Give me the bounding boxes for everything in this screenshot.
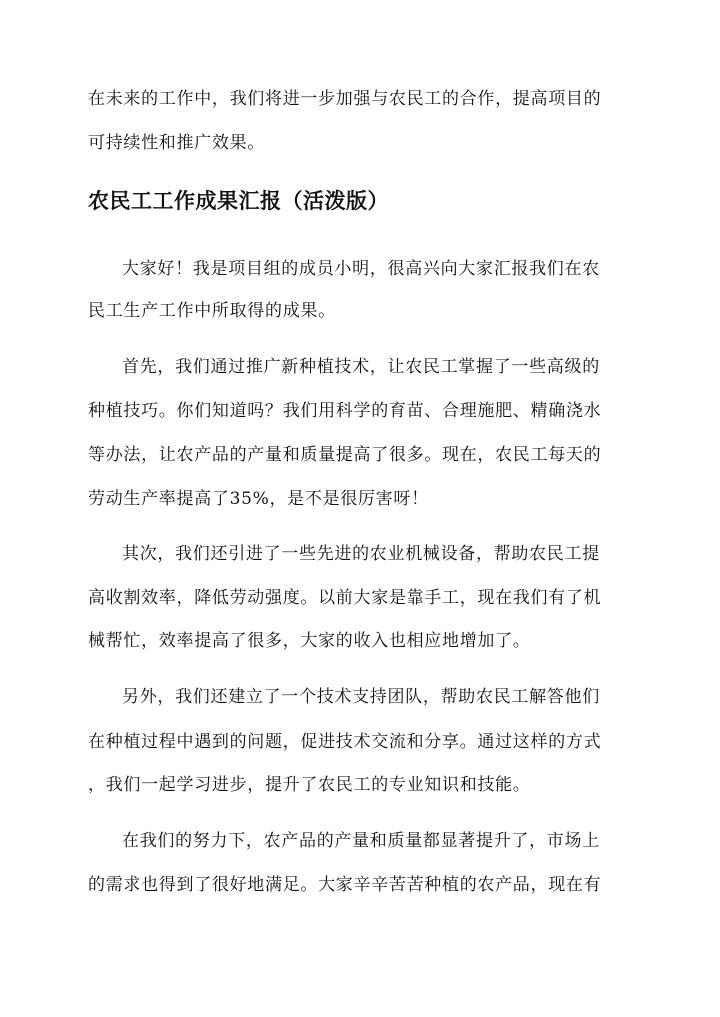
- paragraph-5-line-1: 在我们的努力下，农产品的产量和质量都显著提升了，市场上: [122, 831, 600, 851]
- paragraph-2-line-1: 首先，我们通过推广新种植技术，让农民工掌握了一些高级的: [122, 357, 600, 377]
- paragraph-3-line-2: 高收割效率，降低劳动强度。以前大家是靠手工，现在我们有了机: [88, 588, 602, 608]
- paragraph-2-line-2: 种植技巧。你们知道吗？我们用科学的育苗、合理施肥、精确浇水: [88, 401, 602, 421]
- paragraph-4-line-1: 另外，我们还建立了一个技术支持团队，帮助农民工解答他们: [122, 687, 600, 707]
- paragraph-4-line-2: 在种植过程中遇到的问题，促进技术交流和分享。通过这样的方式: [88, 732, 602, 752]
- intro-line-1: 在未来的工作中，我们将进一步加强与农民工的合作，提高项目的: [88, 89, 602, 109]
- paragraph-2-line-3: 等办法，让农产品的产量和质量提高了很多。现在，农民工每天的: [88, 445, 602, 465]
- paragraph-3-line-3: 械帮忙，效率提高了很多，大家的收入也相应地增加了。: [88, 631, 531, 651]
- intro-line-2: 可持续性和推广效果。: [88, 133, 265, 153]
- paragraph-2-line-4: 劳动生产率提高了35%，是不是很厉害呀！: [88, 489, 429, 509]
- paragraph-1-line-1: 大家好！我是项目组的成员小明，很高兴向大家汇报我们在农: [122, 259, 600, 279]
- paragraph-1-line-2: 民工生产工作中所取得的成果。: [88, 301, 336, 321]
- paragraph-5-line-2: 的需求也得到了很好地满足。大家辛辛苦苦种植的农产品，现在有: [88, 875, 602, 895]
- paragraph-4-line-3: ，我们一起学习进步，提升了农民工的专业知识和技能。: [88, 775, 531, 795]
- paragraph-3-line-1: 其次，我们还引进了一些先进的农业机械设备，帮助农民工提: [122, 544, 600, 564]
- section-heading: 农民工工作成果汇报（活泼版）: [88, 188, 389, 213]
